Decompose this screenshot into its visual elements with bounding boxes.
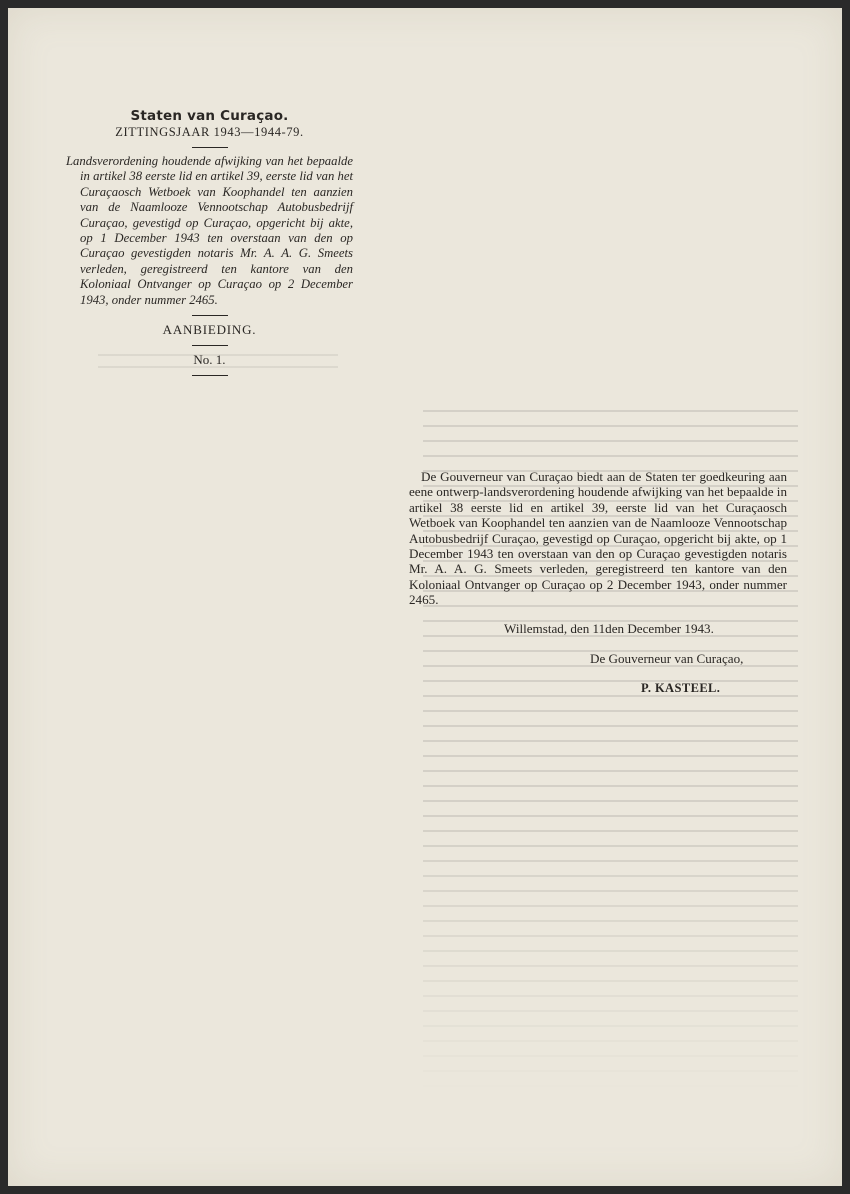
document-type: AANBIEDING. (162, 322, 257, 338)
place-date: Willemstad, den 11den December 1943. (504, 621, 714, 636)
document-number: No. 1. (193, 352, 226, 368)
session-year: ZITTINGSJAAR 1943—1944-79. (115, 125, 304, 139)
divider (192, 147, 228, 148)
divider (192, 315, 228, 316)
divider (192, 375, 228, 376)
divider (192, 345, 228, 346)
body-paragraph: De Gouverneur van Curaçao biedt aan de Staten ter goedkeuring aan eene ontwerp-landsverordening houdende afwijking van het bepaalde in artikel 38 eerste lid en artikel 39, eerste lid van het Curaçaosch Wetboek van Koophandel ten aanzien van de Naamlooze Vennootschap Autobusbedrijf Curaçao, gevestigd op Curaçao, opgericht bij akte, op 1 December 1943 ten overstaan van den op Curaçao gevestigden notaris Mr. A. A. G. Smeets verleden, geregistreerd ten kantore van den Koloniaal Ontvanger op Curaçao op 2 December 1943, onder nummer 2465. (409, 469, 787, 608)
signatory-name: P. KASTEEL. (641, 681, 721, 695)
document-page (8, 8, 842, 1186)
organization-name: Staten van Curaçao. (130, 108, 289, 124)
signatory-title: De Gouverneur van Curaçao, (590, 651, 744, 666)
header-block (66, 108, 353, 382)
document-subject: Landsverordening houdende afwijking van het bepaalde in artikel 38 eerste lid en artikel 39, eerste lid van het Curaçaosch Wetboek van Koophandel ten aanzien van de Naamlooze Vennootschap Autobusbedrijf Curaçao, gevestigd op Curaçao, opgericht bij akte, op 1 December 1943 ten overstaan van den op Curaçao gevestigden notaris Mr. A. A. G. Smeets verleden, geregistreerd ten kantore van den Koloniaal Ontvanger op Curaçao op 2 December 1943, onder nummer 2465. (66, 154, 353, 307)
